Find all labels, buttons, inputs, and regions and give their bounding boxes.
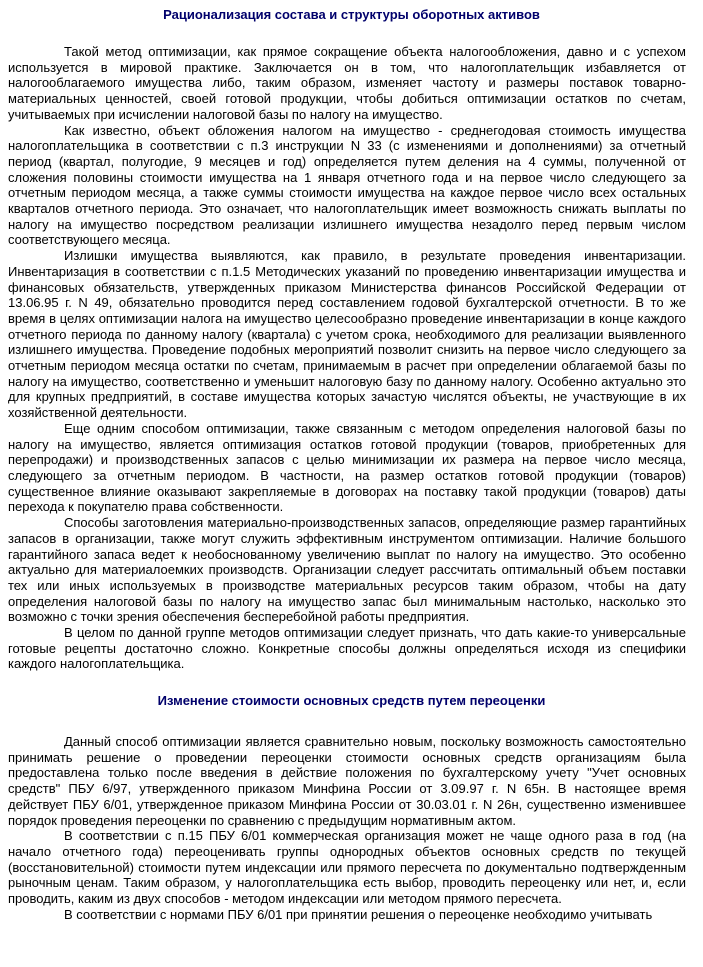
section-current-assets bbox=[8, 44, 686, 672]
paragraph: Излишки имущества выявляются, как правило, в результате проведения инвентаризации. Инвентаризация в соответствии с п.1.5 Методических указаний по проведению инвентаризации имущества и финансовых обязательств, утвержденных приказом Министерства финансов Российской Федерации от 13.06.95 г. N 49, обязательно проводится перед составлением годовой бухгалтерской отчетности. В то же время в целях оптимизации налога на имущество целесообразно проведение инвентаризации в конце каждого отчетного периода по данному налогу (квартала) с учетом срока, необходимого для реализации выявленного излишнего имущества. Проведение подобных мероприятий позволит снизить на первое число следующего за отчетным периодом месяца остатки по счетам, принимаемым в расчет при определении облагаемой базы по налогу на имущество, соответственно и уменьшит налоговую базу по данному налогу. Особенно актуально это для крупных предприятий, в составе имущества которых зачастую числятся объекты, не участвующие в их хозяйственной деятельности. bbox=[8, 248, 686, 421]
paragraph: Способы заготовления материально-производственных запасов, определяющие размер гарантийных запасов в организации, также могут служить эффективным инструментом оптимизации. Наличие большого гарантийного запаса ведет к необоснованному увеличению выплат по налогу на имущество. Это особенно актуально для материалоемких производств. Организации следует рассчитать оптимальный объем поставки тех или иных используемых в производстве материальных ресурсов таким образом, чтобы на дату определения налоговой базы по налогу на имущество запас был минимальным настолько, насколько это возможно с точки зрения обеспечения бесперебойной работы предприятия. bbox=[8, 515, 686, 625]
paragraph: Еще одним способом оптимизации, также связанным с методом определения налоговой базы по налогу на имущество, является оптимизация остатков готовой продукции (товаров, приобретенных для перепродажи) и производственных запасов с целью минимизации их размера на первое число месяца, следующего за отчетным периодом. В частности, на размер остатков готовой продукции (товаров) существенное влияние оказывают закрепляемые в договорах на поставку такой продукции (товаров) даты перехода к покупателю права собственности. bbox=[8, 420, 686, 515]
section-title-current-assets: Рационализация состава и структуры оборотных активов bbox=[163, 7, 540, 22]
paragraph: Данный способ оптимизации является сравнительно новым, поскольку возможность самостоятельно принимать решение о проведении переоценки стоимости основных средств организациям была предоставлена только после введения в действие положения по бухгалтерскому учету "Учет основных средств" ПБУ 6/97, утвержденного приказом Минфина России от 3.09.97 г. N 65н. В настоящее время действует ПБУ 6/01, утвержденное приказом Минфина России от 30.03.01 г. N 26н, существенно изменившее порядок проведения переоценки по сравнению с предыдущим нормативным актом. bbox=[8, 734, 686, 828]
paragraph: Как известно, объект обложения налогом на имущество - среднегодовая стоимость имущества налогоплательщика в соответствии с п.3 инструкции N 33 (с изменениями и дополнениями) за отчетный период (квартал, полугодие, 9 месяцев и год) определяется путем деления на 4 суммы, полученной от сложения половины стоимости имущества на 1 января отчетного года и на первое число следующего за отчетным периодом месяца, а также суммы стоимости имущества на каждое первое число всех остальных кварталов отчетного периода. Это означает, что налогоплательщик имеет возможность снижать выплаты по налогу на имущество посредством реализации излишнего имущества незадолго перед первым числом соответствующего месяца. bbox=[8, 122, 686, 248]
paragraph: В целом по данной группе методов оптимизации следует признать, что дать какие-то универсальные готовые рецепты достаточно сложно. Конкретные способы должны определяться исходя из специфики каждого налогоплательщика. bbox=[8, 625, 686, 672]
section-revaluation bbox=[8, 734, 686, 922]
paragraph: В соответствии с нормами ПБУ 6/01 при принятии решения о переоценке необходимо учитывать bbox=[64, 906, 653, 922]
paragraph: Такой метод оптимизации, как прямое сокращение объекта налогообложения, давно и с успехом используется в мировой практике. Заключается он в том, что налогоплательщик избавляется от налогооблагаемого имущества либо, таким образом, изменяет частоту и размеры поставок товарно-материальных ценностей, своей готовой продукции, чтобы добиться оптимизации остатков по счетам, учитываемых при исчислении налоговой базы по налогу на имущество. bbox=[8, 44, 686, 122]
paragraph: В соответствии с п.15 ПБУ 6/01 коммерческая организация может не чаще одного раза в год (на начало отчетного года) переоценивать группы однородных объектов основных средств по текущей (восстановительной) стоимости путем индексации или прямого пересчета по документально подтвержденным рыночным ценам. Таким образом, у налогоплательщика есть выбор, проводить переоценку или нет, и, если проводить, каким из двух способов - методом индексации или методом прямого пересчета. bbox=[8, 828, 686, 907]
section-title-revaluation: Изменение стоимости основных средств путем переоценки bbox=[157, 693, 546, 708]
